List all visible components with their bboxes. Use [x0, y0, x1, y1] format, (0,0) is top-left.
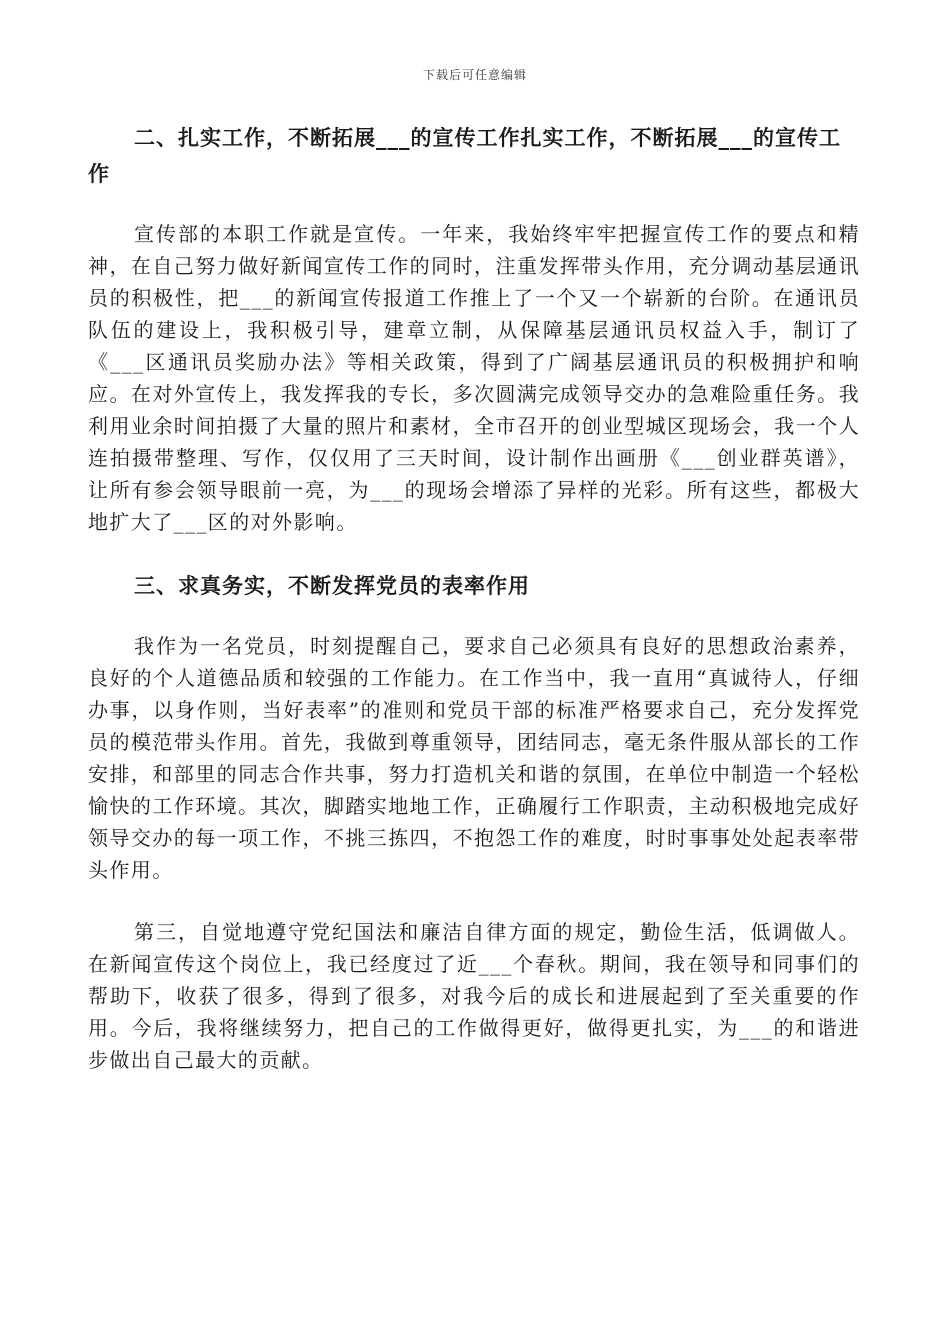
- section-heading: 三、求真务实，不断发挥党员的表率作用: [134, 573, 530, 598]
- paragraph: 我作为一名党员，时刻提醒自己，要求自己必须具有良好的思想政治素养，良好的个人道德品质和较强的工作能力。在工作当中，我一直用“真诚待人，仔细办事，以身作则，当好表率”的准则和党员干部的标准严格要求自己，充分发挥党员的模范带头作用。首先，我做到尊重领导，团结同志，毫无条件服从部长的工作安排，和部里的同志合作共事，努力打造机关和谐的氛围，在单位中制造一个轻松愉快的工作环境。其次，脚踏实地地工作，正确履行工作职责，主动积极地完成好领导交办的每一项工作，不挑三拣四，不抱怨工作的难度，时时事事处处起表率带头作用。: [88, 634, 860, 882]
- section-two: [88, 120, 860, 538]
- document-body: [88, 120, 860, 1106]
- section-three: [88, 568, 860, 1076]
- header-note: 下载后可任意编辑: [422, 68, 527, 82]
- section-heading: 二、扎实工作，不断拓展___的宣传工作扎实工作，不断拓展___的宣传工作: [88, 125, 841, 186]
- paragraph: 第三，自觉地遵守党纪国法和廉洁自律方面的规定，勤俭生活，低调做人。在新闻宣传这个岗位上，我已经度过了近___个春秋。期间，我在领导和同事们的帮助下，收获了很多，得到了很多，对我今后的成长和进展起到了至关重要的作用。今后，我将继续努力，把自己的工作做得更好，做得更扎实，为___的和谐进步做出自己最大的贡献。: [88, 920, 860, 1072]
- paragraph: 宣传部的本职工作就是宣传。一年来，我始终牢牢把握宣传工作的要点和精神，在自己努力做好新闻宣传工作的同时，注重发挥带头作用，充分调动基层通讯员的积极性，把___的新闻宣传报道工作推上了一个又一个崭新的台阶。在通讯员队伍的建设上，我积极引导，建章立制，从保障基层通讯员权益入手，制订了《___区通讯员奖励办法》等相关政策，得到了广阔基层通讯员的积极拥护和响应。在对外宣传上，我发挥我的专长，多次圆满完成领导交办的急难险重任务。我利用业余时间拍摄了大量的照片和素材，全市召开的创业型城区现场会，我一个人连拍摄带整理、写作，仅仅用了三天时间，设计制作出画册《___创业群英谱》，让所有参会领导眼前一亮，为___的现场会增添了异样的光彩。所有这些，都极大地扩大了___区的对外影响。: [88, 222, 860, 534]
